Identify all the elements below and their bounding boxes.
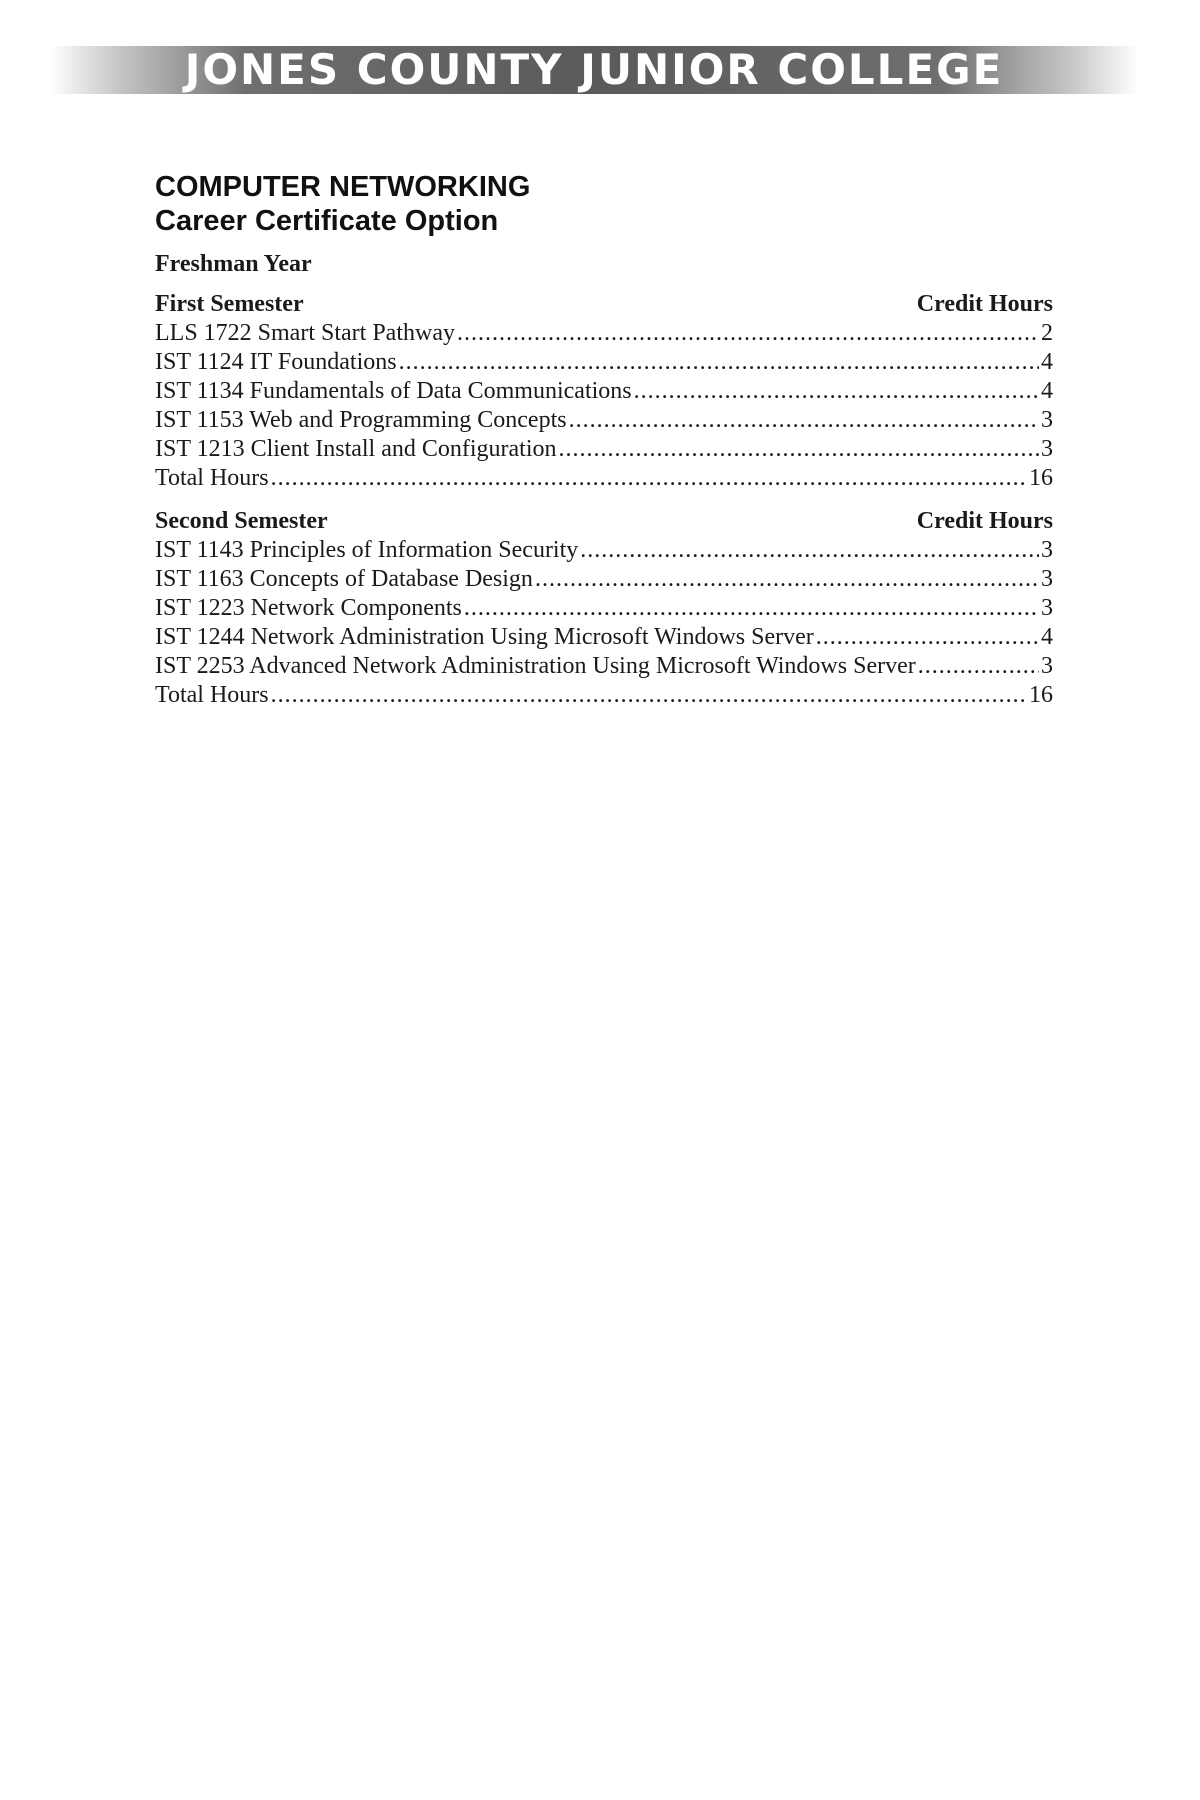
course-label: IST 1124 IT Foundations	[155, 349, 397, 375]
dot-leader	[816, 623, 1039, 652]
dot-leader	[559, 435, 1039, 464]
course-hours: 4	[1041, 349, 1053, 375]
year-heading: Freshman Year	[155, 251, 312, 277]
header-banner	[50, 46, 1138, 94]
dot-leader	[569, 406, 1039, 435]
college-name: JONES COUNTY JUNIOR COLLEGE	[184, 45, 1004, 94]
course-label: IST 1134 Fundamentals of Data Communications	[155, 378, 632, 404]
dot-leader	[918, 652, 1039, 681]
dot-leader	[580, 536, 1039, 565]
dot-leader	[457, 319, 1039, 348]
course-label: IST 1163 Concepts of Database Design	[155, 566, 533, 592]
semester-first	[155, 290, 1053, 493]
course-row	[155, 377, 1053, 406]
course-row	[155, 652, 1053, 681]
course-row	[155, 319, 1053, 348]
course-label: IST 1244 Network Administration Using Microsoft Windows Server	[155, 624, 814, 650]
credit-hours-label: Credit Hours	[916, 508, 1053, 534]
semester-name: First Semester	[155, 291, 304, 317]
course-row	[155, 406, 1053, 435]
course-row	[155, 594, 1053, 623]
credit-hours-label: Credit Hours	[916, 291, 1053, 317]
course-hours: 3	[1041, 595, 1053, 621]
course-label: LLS 1722 Smart Start Pathway	[155, 320, 455, 346]
semester-header	[155, 290, 1053, 319]
course-label: IST 1153 Web and Programming Concepts	[155, 407, 567, 433]
course-hours: 3	[1041, 407, 1053, 433]
program-subtitle: Career Certificate Option	[155, 205, 499, 237]
course-label: IST 1143 Principles of Information Security	[155, 537, 579, 563]
course-hours: 3	[1041, 436, 1053, 462]
semester-header	[155, 507, 1053, 536]
dot-leader	[464, 594, 1039, 623]
dot-leader	[399, 348, 1039, 377]
course-hours: 4	[1041, 378, 1053, 404]
course-row	[155, 435, 1053, 464]
total-hours: 16	[1029, 682, 1053, 708]
course-hours: 4	[1041, 624, 1053, 650]
course-row	[155, 623, 1053, 652]
program-content	[155, 170, 1053, 724]
total-row	[155, 681, 1053, 710]
dot-leader	[271, 464, 1027, 493]
course-row	[155, 348, 1053, 377]
dot-leader	[535, 565, 1039, 594]
course-label: IST 2253 Advanced Network Administration Using Microsoft Windows Server	[155, 653, 916, 679]
course-label: IST 1223 Network Components	[155, 595, 462, 621]
total-hours: 16	[1029, 465, 1053, 491]
semester-second	[155, 507, 1053, 710]
course-hours: 3	[1041, 653, 1053, 679]
course-row	[155, 565, 1053, 594]
course-label: IST 1213 Client Install and Configuration	[155, 436, 557, 462]
course-hours: 2	[1041, 320, 1053, 346]
total-row	[155, 464, 1053, 493]
semester-name: Second Semester	[155, 508, 328, 534]
course-row	[155, 536, 1053, 565]
course-hours: 3	[1041, 537, 1053, 563]
dot-leader	[271, 681, 1027, 710]
total-label: Total Hours	[155, 682, 269, 708]
dot-leader	[634, 377, 1039, 406]
course-hours: 3	[1041, 566, 1053, 592]
program-title: COMPUTER NETWORKING	[155, 171, 531, 203]
total-label: Total Hours	[155, 465, 269, 491]
